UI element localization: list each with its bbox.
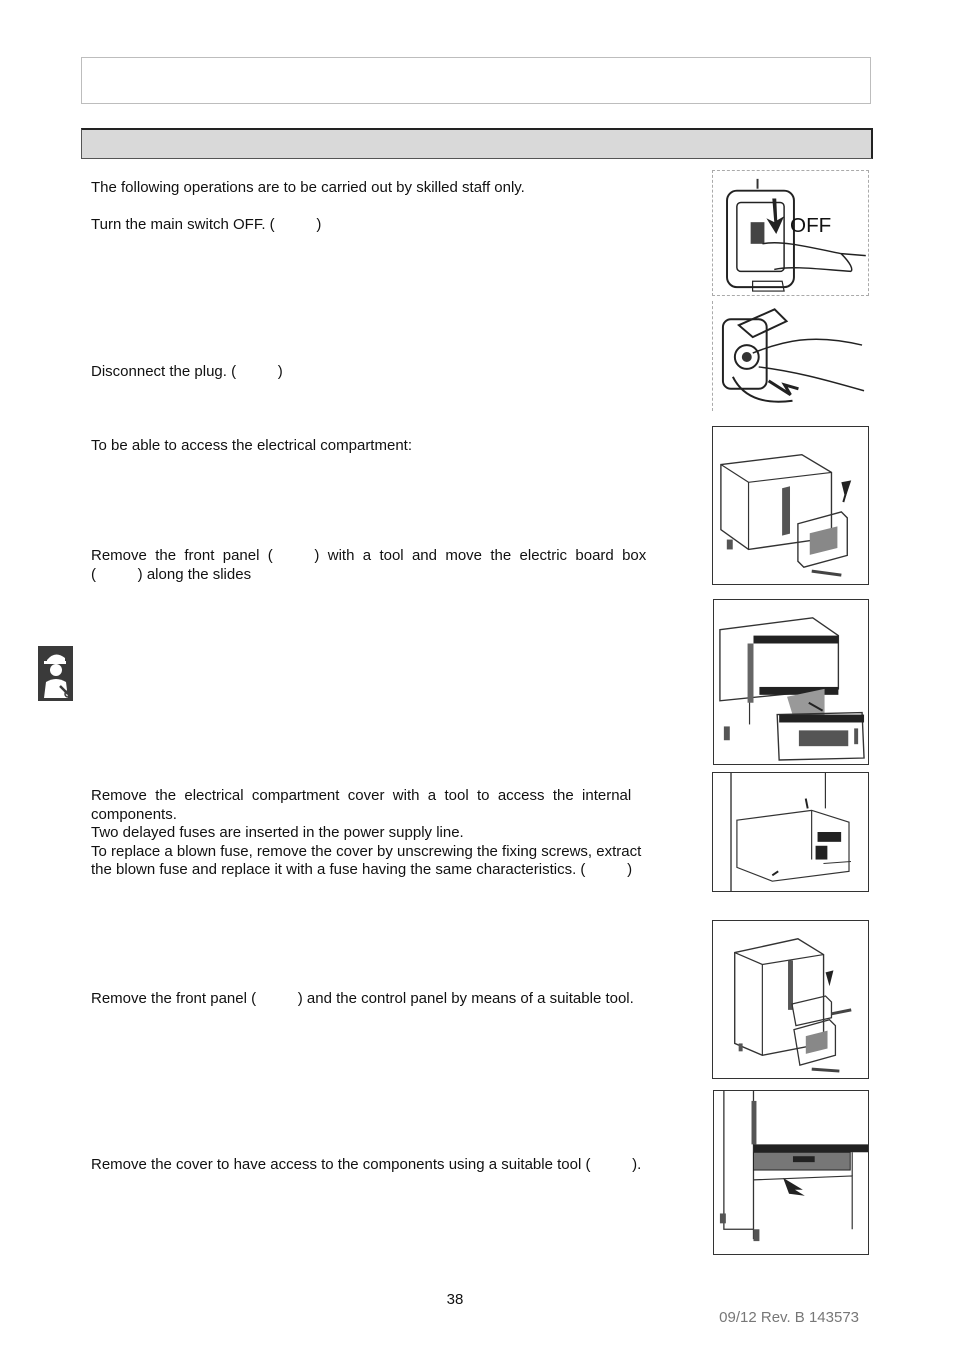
remove-cover-figure xyxy=(713,1090,869,1255)
disconnect-plug-figure xyxy=(712,301,869,411)
electric-board-illustration xyxy=(714,600,868,764)
remove-cover-text: Remove the cover to have access to the components using a suitable tool ( ). xyxy=(91,1156,642,1173)
intro-text: The following operations are to be carried out by skilled staff only. xyxy=(91,179,525,196)
technician-icon xyxy=(38,646,73,701)
header-box xyxy=(81,57,871,104)
remove-front-panel-text-line1: Remove the front panel ( ) with a tool and move the electric board box xyxy=(91,547,647,564)
section-title-bar xyxy=(81,128,873,159)
control-panel-figure xyxy=(712,920,869,1079)
switch-off-figure xyxy=(712,170,869,296)
cover-text-line1: Remove the electrical compartment cover with a tool to access the internal xyxy=(91,787,632,804)
front-panel-figure xyxy=(712,426,869,585)
remove-cover-illustration xyxy=(714,1091,868,1254)
replace-fuse-text-line2: the blown fuse and replace it with a fuse having the same characteristics. ( ) xyxy=(91,861,633,878)
fuse-compartment-illustration xyxy=(713,773,868,891)
remove-front-panel-text-line2: ( ) along the slides xyxy=(91,566,252,583)
switch-off-text: Turn the main switch OFF. ( ) xyxy=(91,216,322,233)
front-panel-illustration xyxy=(713,427,868,584)
remove-control-panel-text: Remove the front panel ( ) and the control panel by means of a suitable tool. xyxy=(91,990,634,1007)
document-reference: 09/12 Rev. B 143573 xyxy=(719,1309,859,1326)
technician-glyph xyxy=(38,646,73,701)
replace-fuse-text-line1: To replace a blown fuse, remove the cover by unscrewing the fixing screws, extract xyxy=(91,843,642,860)
access-compartment-text: To be able to access the electrical compartment: xyxy=(91,437,412,454)
electric-board-figure xyxy=(713,599,869,765)
fuse-compartment-figure xyxy=(712,772,869,892)
control-panel-illustration xyxy=(713,921,868,1078)
page-number: 38 xyxy=(446,1291,464,1308)
off-label: OFF xyxy=(790,214,832,238)
cover-text-line2: components. xyxy=(91,806,177,823)
disconnect-plug-text: Disconnect the plug. ( ) xyxy=(91,363,283,380)
plug-illustration xyxy=(713,301,869,411)
fuses-text: Two delayed fuses are inserted in the power supply line. xyxy=(91,824,464,841)
switch-off-illustration xyxy=(713,171,868,295)
